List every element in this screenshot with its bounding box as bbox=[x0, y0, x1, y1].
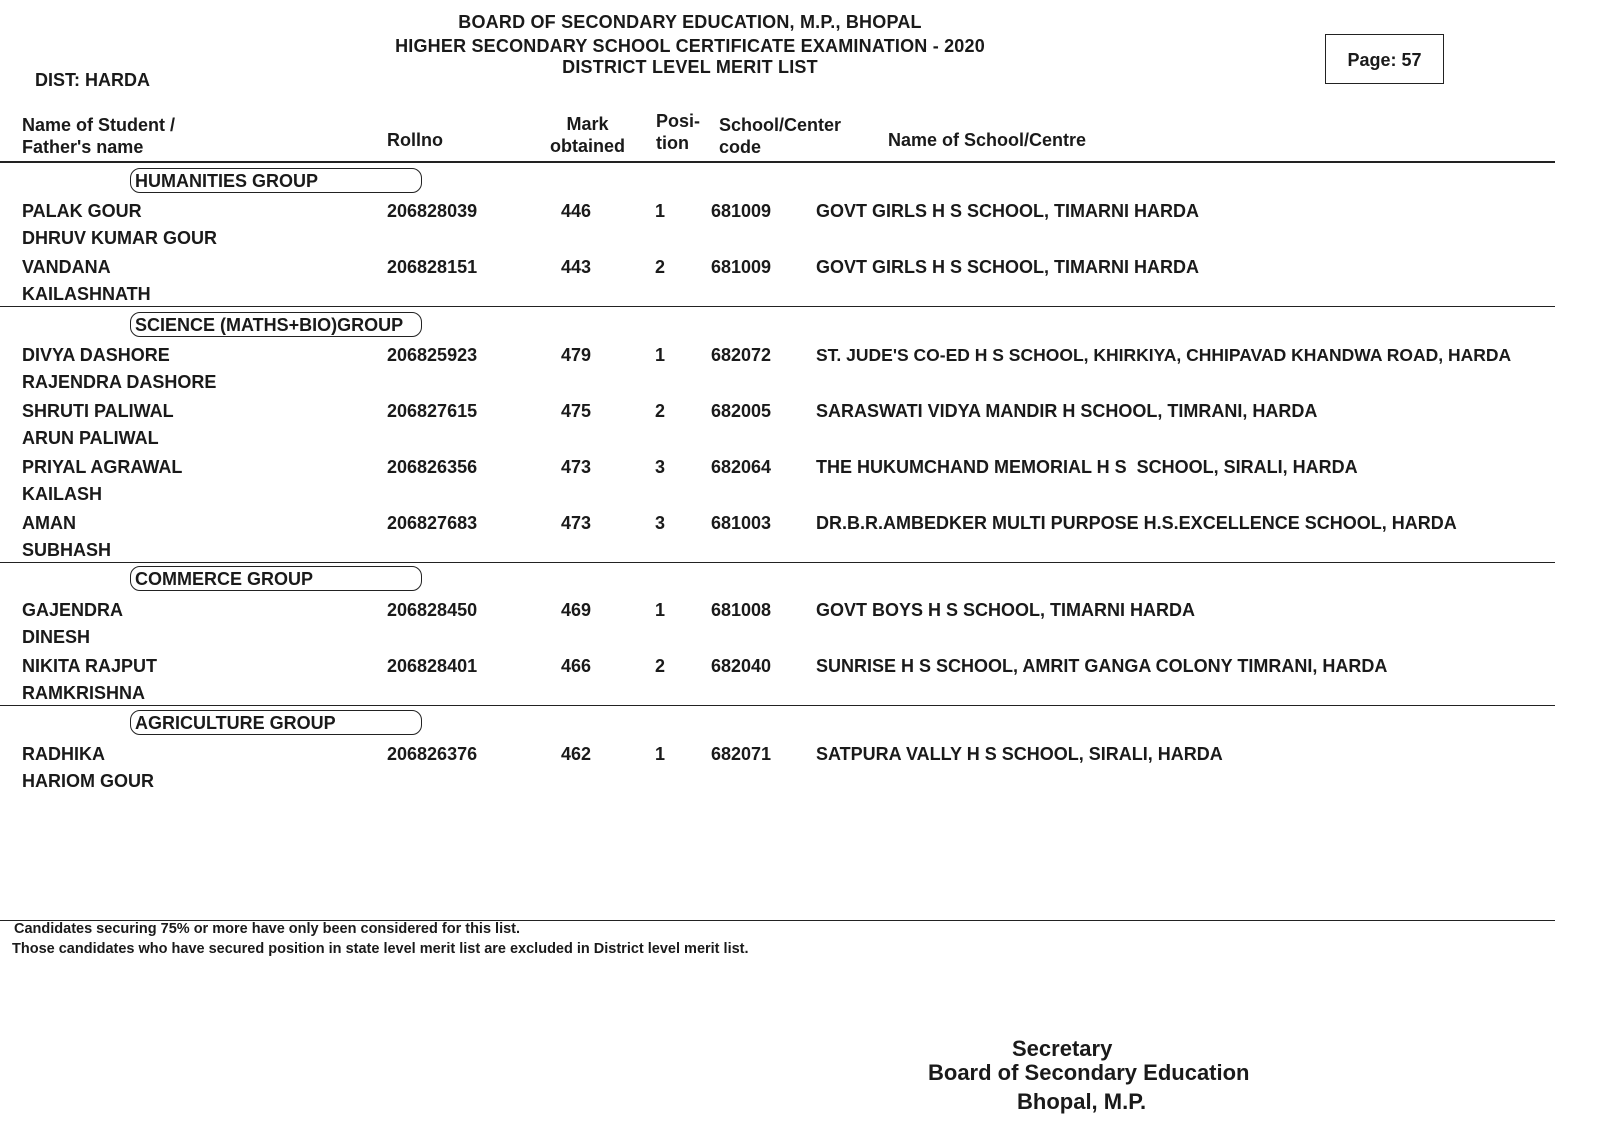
page-label: Page: bbox=[1347, 50, 1397, 70]
father-name: KAILASH bbox=[22, 484, 102, 504]
rollno: 206828450 bbox=[387, 600, 478, 620]
school-code: 681009 bbox=[711, 257, 772, 277]
student-name: GAJENDRA bbox=[22, 600, 124, 620]
exam-title: HIGHER SECONDARY SCHOOL CERTIFICATE EXAMINATION - 2020 bbox=[395, 36, 985, 56]
position: 3 bbox=[655, 457, 666, 477]
rollno: 206828151 bbox=[387, 257, 478, 277]
student-name: PRIYAL AGRAWAL bbox=[22, 457, 183, 477]
mark: 443 bbox=[561, 257, 592, 277]
signature-board: Board of Secondary Education bbox=[928, 1060, 1250, 1085]
school-code: 682040 bbox=[711, 656, 772, 676]
position: 3 bbox=[655, 513, 666, 533]
school-name: ST. JUDE'S CO-ED H S SCHOOL, KHIRKIYA, CHHIPAVAD KHANDWA ROAD, HARDA bbox=[816, 345, 1512, 365]
rollno: 206827683 bbox=[387, 513, 478, 533]
group-divider bbox=[0, 705, 1555, 706]
mark: 446 bbox=[561, 201, 592, 221]
father-name: SUBHASH bbox=[22, 540, 112, 560]
col-code-heading: School/Center code bbox=[719, 115, 842, 157]
school-code: 681009 bbox=[711, 201, 772, 221]
col-school-heading: Name of School/Centre bbox=[888, 130, 1087, 150]
col-rollno-heading: Rollno bbox=[387, 130, 443, 150]
signature-location: Bhopal, M.P. bbox=[1017, 1089, 1147, 1114]
rollno: 206826356 bbox=[387, 457, 478, 477]
student-name: DIVYA DASHORE bbox=[22, 345, 170, 365]
mark: 469 bbox=[561, 600, 592, 620]
footer-note-2: Those candidates who have secured position in state level merit list are excluded in District level merit list. bbox=[12, 941, 749, 957]
rollno: 206828039 bbox=[387, 201, 478, 221]
mark: 473 bbox=[561, 457, 592, 477]
mark: 475 bbox=[561, 401, 592, 421]
group-label-agriculture: AGRICULTURE GROUP bbox=[130, 710, 422, 735]
father-name: KAILASHNATH bbox=[22, 284, 151, 304]
school-code: 682005 bbox=[711, 401, 772, 421]
rollno: 206826376 bbox=[387, 744, 478, 764]
page-number-box bbox=[1325, 34, 1444, 84]
school-name: GOVT GIRLS H S SCHOOL, TIMARNI HARDA bbox=[816, 201, 1200, 221]
mark: 466 bbox=[561, 656, 592, 676]
signature-title: Secretary bbox=[1012, 1036, 1113, 1061]
position: 1 bbox=[655, 600, 666, 620]
school-code: 681003 bbox=[711, 513, 772, 533]
school-name: GOVT GIRLS H S SCHOOL, TIMARNI HARDA bbox=[816, 257, 1200, 277]
mark: 462 bbox=[561, 744, 592, 764]
mark: 473 bbox=[561, 513, 592, 533]
position: 2 bbox=[655, 257, 666, 277]
rollno: 206828401 bbox=[387, 656, 478, 676]
page-number: 57 bbox=[1401, 50, 1422, 70]
father-name: RAMKRISHNA bbox=[22, 683, 145, 703]
school-code: 681008 bbox=[711, 600, 772, 620]
student-name: RADHIKA bbox=[22, 744, 105, 764]
district-label: DIST: HARDA bbox=[35, 70, 150, 90]
father-name: HARIOM GOUR bbox=[22, 771, 154, 791]
mark: 479 bbox=[561, 345, 592, 365]
school-code: 682071 bbox=[711, 744, 772, 764]
col-name-heading: Name of Student / Father's name bbox=[22, 115, 176, 157]
position: 1 bbox=[655, 201, 666, 221]
father-name: ARUN PALIWAL bbox=[22, 428, 159, 448]
school-name: SATPURA VALLY H S SCHOOL, SIRALI, HARDA bbox=[816, 744, 1223, 764]
school-name: DR.B.R.AMBEDKER MULTI PURPOSE H.S.EXCELLENCE SCHOOL, HARDA bbox=[816, 513, 1457, 533]
father-name: RAJENDRA DASHORE bbox=[22, 372, 217, 392]
position: 2 bbox=[655, 656, 666, 676]
footer-note-1: Candidates securing 75% or more have only been considered for this list. bbox=[14, 921, 521, 937]
school-name: THE HUKUMCHAND MEMORIAL H S SCHOOL, SIRALI, HARDA bbox=[816, 457, 1358, 477]
student-name: VANDANA bbox=[22, 257, 111, 277]
position: 1 bbox=[655, 345, 666, 365]
col-mark-heading: Mark obtained bbox=[550, 114, 625, 156]
board-title: BOARD OF SECONDARY EDUCATION, M.P., BHOPAL bbox=[458, 12, 922, 32]
col-position-heading: Posi- tion bbox=[656, 111, 701, 153]
school-code: 682064 bbox=[711, 457, 772, 477]
group-label-humanities: HUMANITIES GROUP bbox=[130, 168, 422, 193]
student-name: SHRUTI PALIWAL bbox=[22, 401, 174, 421]
position: 2 bbox=[655, 401, 666, 421]
school-name: SARASWATI VIDYA MANDIR H SCHOOL, TIMRANI, HARDA bbox=[816, 401, 1318, 421]
school-code: 682072 bbox=[711, 345, 772, 365]
list-title: DISTRICT LEVEL MERIT LIST bbox=[562, 57, 818, 77]
group-label-commerce: COMMERCE GROUP bbox=[130, 566, 422, 591]
student-name: NIKITA RAJPUT bbox=[22, 656, 157, 676]
position: 1 bbox=[655, 744, 666, 764]
student-name: AMAN bbox=[22, 513, 76, 533]
rollno: 206825923 bbox=[387, 345, 478, 365]
father-name: DHRUV KUMAR GOUR bbox=[22, 228, 217, 248]
school-name: SUNRISE H S SCHOOL, AMRIT GANGA COLONY TIMRANI, HARDA bbox=[816, 656, 1388, 676]
rollno: 206827615 bbox=[387, 401, 478, 421]
student-name: PALAK GOUR bbox=[22, 201, 142, 221]
school-name: GOVT BOYS H S SCHOOL, TIMARNI HARDA bbox=[816, 600, 1196, 620]
father-name: DINESH bbox=[22, 627, 91, 647]
group-divider bbox=[0, 562, 1555, 563]
group-divider bbox=[0, 306, 1555, 307]
group-label-science: SCIENCE (MATHS+BIO)GROUP bbox=[130, 312, 422, 337]
header-divider bbox=[0, 161, 1555, 163]
